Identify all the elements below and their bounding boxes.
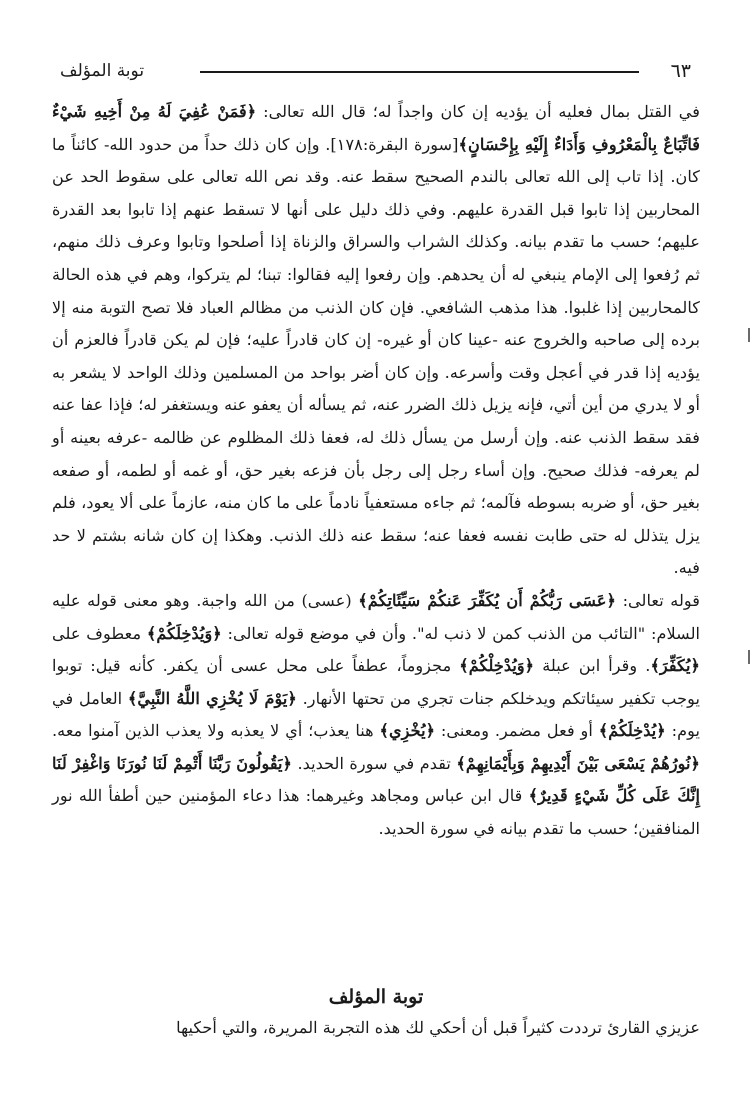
header-rule — [200, 71, 639, 73]
paragraph-2 — [52, 585, 700, 846]
quran-verse: ﴿وَيُدْخِلْكُمْ﴾ — [459, 656, 535, 676]
running-header — [60, 58, 691, 88]
text-run: قوله تعالى: — [615, 590, 700, 610]
running-title: توبة المؤلف — [60, 61, 145, 81]
text-run: . وقرأ ابن عبلة — [534, 656, 651, 676]
margin-mark — [748, 328, 750, 342]
text-run: قال ابن عباس ومجاهد وغيرهما: هذا دعاء المؤمنين حين أطفأ الله نور المنافقين؛ حسب ما تقدم بيانه في سورة الحديد. — [52, 786, 700, 839]
section-opening-line: عزيزي القارئ ترددت كثيراً قبل أن أحكي لك هذه التجربة المريرة، والتي أحكيها — [176, 1018, 700, 1037]
text-run: تقدم في سورة الحديد. — [292, 753, 457, 773]
text-run: في القتل بمال فعليه أن يؤديه إن كان واجداً له؛ قال الله تعالى: — [256, 102, 700, 121]
section-heading: توبة المؤلف — [328, 986, 424, 1008]
quran-verse: ﴿نُورُهُمْ يَسْعَى بَيْنَ أَيْدِيهِمْ وَبِأَيْمَانِهِمْ﴾ — [456, 753, 701, 773]
quran-verse: ﴿يُكَفِّرَ﴾ — [650, 656, 700, 676]
text-run: معطوف على — [52, 623, 147, 643]
paragraph-1 — [52, 96, 700, 585]
text-run: العامل في يوم: — [52, 688, 700, 741]
margin-mark — [748, 650, 750, 664]
text-run: مجزوماً، عطفاً على محل عسى أن يكفر. كأنه قيل: توبوا يوجب تكفير سيئاتكم ويدخلكم جنات تجري من تحتها الأنهار. — [52, 656, 700, 708]
text-run: هنا يعذب؛ أي لا يعذبه ولا يعذب الذين آمنوا معه. — [52, 721, 380, 741]
body-text — [52, 96, 700, 846]
quran-verse: ﴿وَيُدْخِلَكُمْ﴾ — [146, 623, 222, 643]
quran-verse: ﴿يُدْخِلَكُمْ﴾ — [598, 721, 666, 741]
quran-verse: ﴿يُخْزِي﴾ — [379, 721, 436, 741]
quran-verse: ﴿يَقُولُونَ رَبَّنَا أَتْمِمْ لَنَا نُورَنَا وَاغْفِرْ لَنَا إِنَّكَ عَلَى كُلِّ شَيْءٍ قَدِيرٌ﴾ — [52, 753, 700, 806]
text-run: أو فعل مضمر. ومعنى: — [435, 721, 599, 741]
quran-verse: ﴿فَمَنْ عُفِيَ لَهُ مِنْ أَخِيهِ شَيْءٌ فَاتِّبَاعٌ بِالْمَعْرُوفِ وَأَدَاءٌ إِلَيْهِ بِإِحْسَانٍ﴾ — [52, 102, 701, 154]
quran-verse: ﴿عَسَى رَبُّكُمْ أَن يُكَفِّرَ عَنكُمْ سَيِّئَاتِكُمْ﴾ — [358, 590, 616, 610]
text-run: (عسى) من الله واجبة. وهو معنى قوله عليه السلام: "التائب من الذنب كمن لا ذنب له". وأن في موضع قوله تعالى: — [52, 590, 700, 643]
quran-verse: ﴿يَوْمَ لَا يُخْزِي اللَّهُ النَّبِيَّ﴾ — [127, 688, 297, 708]
text-run: [سورة البقرة:١٧٨]. وإن كان ذلك حداً من حدود الله- كائناً ما كان. إذا تاب إلى الله تعالى بالندم الصحيح سقط عنه. وقد نص الله تعالى على سقوط الحد عن المحاربين إذا تابوا قبل القدرة عليهم. وفي ذلك دليل على أنها لا تسقط عنهم إذا تابوا بعد القدرة عليهم؛ حسب ما تقدم بيانه. وكذلك الشراب والسراق والزناة إذا أصلحوا وتابوا وعرف ذلك منهم، ثم رُفعوا إلى الإمام ينبغي له أن يحدهم. وإن رفعوا إليه فقالوا: تبنا؛ لم يتركوا، وهم في هذه الحالة كالمحاربين إذا غلبوا. هذا مذهب الشافعي. فإن كان الذنب من مظالم العباد فلا تصح التوبة منه إلا برده إلى صاحبه والخروج عنه -عينا كان أو غيره- إن كان قادراً عليه؛ فإن لم يكن قادراً فالعزم أن يؤديه إذا قدر في أعجل وقت وأسرعه. وإن كان أضر بواحد من المسلمين وذلك الواحد لا يشعر به أو لا يدري من أين أتي، فإنه يزيل ذلك الضرر عنه، ثم يسأله أن يعفو عنه ويستغفر له؛ فإذا عفا عنه فقد سقط الذنب عنه. وإن أرسل من يسأل ذلك له، فعفا ذلك المظلوم عن ظالمه -عرفه بعينه أو لم يعرفه- فذلك صحيح. وإن أساء رجل إلى رجل بأن فزعه بغير حق، أو غمه أو لطمه، أو صفعه بغير حق، أو ضربه بسوطه فآلمه؛ ثم جاءه مستعفياً نادماً على ما كان منه، عازماً على ألا يعود، فلم يزل يتذلل له حتى طابت نفسه فعفا عنه؛ سقط عنه ذلك الذنب. وهكذا إن كان شانه بشتم لا حد فيه. — [52, 134, 700, 578]
page-number: ٦٣ — [670, 60, 691, 82]
